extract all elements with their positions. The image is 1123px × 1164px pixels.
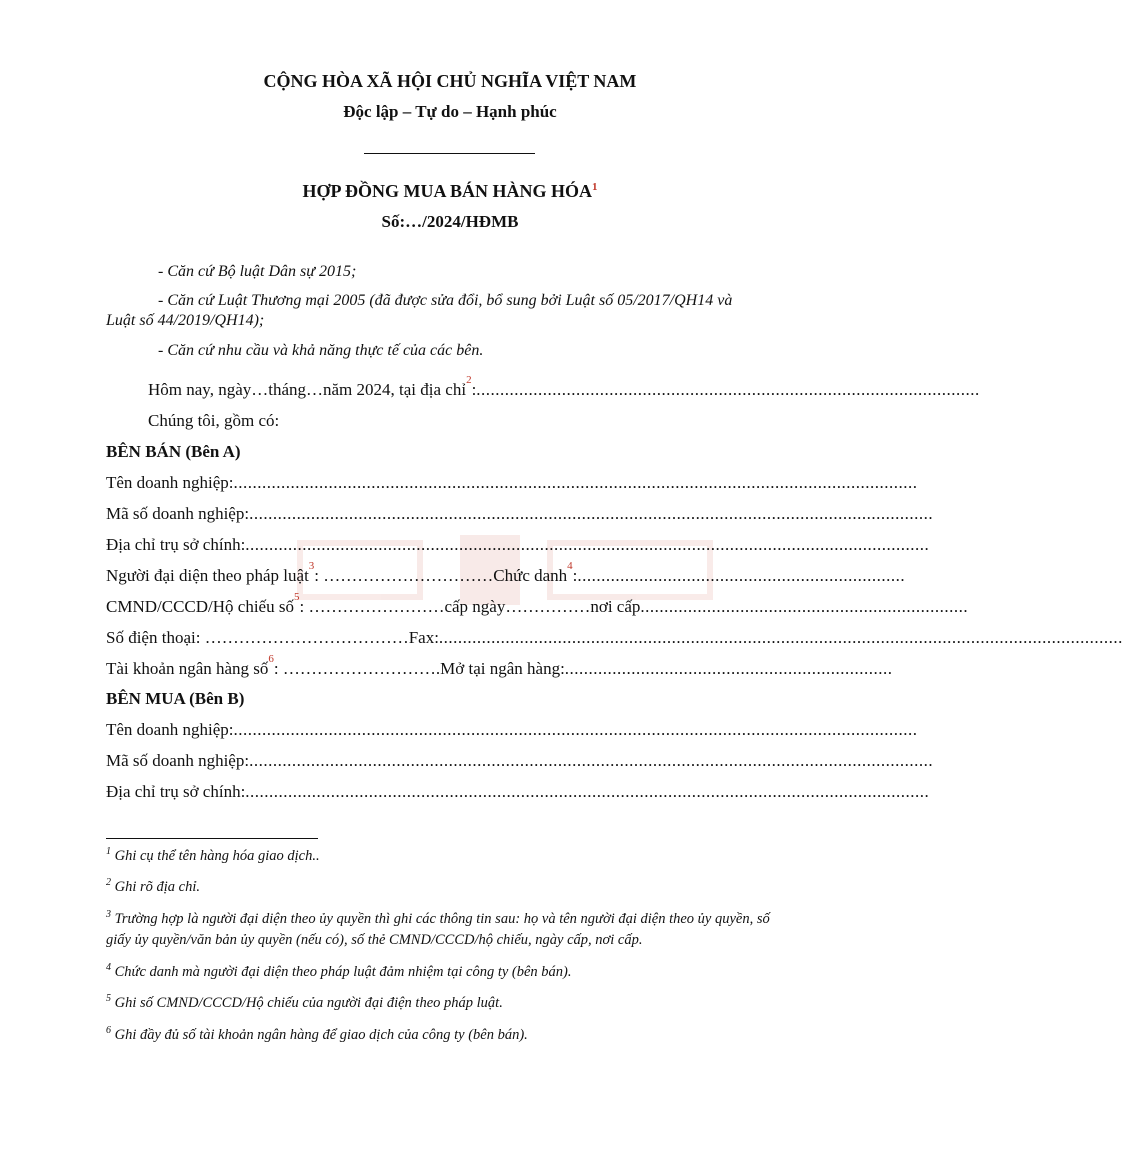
seller-heading: BÊN BÁN (Bên A) (106, 442, 241, 461)
contract-title (0, 181, 900, 202)
buyer-company-label: Tên doanh nghiệp: (106, 720, 234, 739)
seller-id-blank[interactable]: : ……………………cấp ngày……………nơi cấp (299, 597, 641, 616)
seller-taxcode-row (106, 504, 934, 524)
date-text: Hôm nay, ngày…tháng…năm 2024, tại địa chỉ (148, 380, 467, 399)
footnote (106, 962, 796, 983)
footnote (106, 909, 796, 951)
footnote-number: 1 (106, 846, 111, 858)
motto-heading: Độc lập – Tự do – Hạnh phúc (343, 102, 557, 121)
date-line (148, 374, 980, 400)
footnote (106, 877, 796, 898)
seller-id-place-blank[interactable]: ..................................................................... (640, 597, 969, 616)
date-suffix: : (471, 380, 477, 399)
seller-representative-row (106, 560, 906, 586)
footnote-number: 3 (106, 909, 111, 921)
parties-intro: Chúng tôi, gồm có: (148, 411, 280, 430)
seller-company-row (106, 473, 918, 493)
seller-title-blank[interactable]: ..................................................................... (577, 566, 906, 585)
seller-title-suffix: : (572, 566, 578, 585)
seller-address-blank[interactable]: ................................................................................................................................................ (245, 535, 930, 554)
seller-company-blank[interactable]: ................................................................................................................................................ (233, 473, 918, 492)
seller-phone-row (106, 628, 1123, 648)
seller-id-row (106, 591, 969, 617)
seller-company-label: Tên doanh nghiệp: (106, 473, 234, 492)
seller-bank-blank[interactable]: : ……………………….Mở tại ngân hàng: (273, 659, 565, 678)
footnote-text: Ghi cụ thể tên hàng hóa giao dịch.. (111, 848, 320, 864)
date-address-blank[interactable]: .......................................................................................................... (476, 380, 980, 399)
buyer-address-blank[interactable]: ................................................................................................................................................ (245, 782, 930, 801)
seller-fax-blank[interactable]: ................................................................................................................................................ (438, 628, 1123, 647)
basis-item: - Căn cứ nhu cầu và khả năng thực tế của các bên. (158, 342, 484, 359)
footnote-ref-4[interactable]: 4 (567, 560, 573, 572)
footnote-number: 2 (106, 877, 111, 889)
contract-title-text: HỢP ĐỒNG MUA BÁN HÀNG HÓA (302, 181, 592, 201)
buyer-heading: BÊN MUA (Bên B) (106, 689, 245, 708)
footnote-divider (106, 838, 318, 839)
footnote-ref-6[interactable]: 6 (268, 653, 274, 665)
seller-address-label: Địa chỉ trụ sở chính: (106, 535, 246, 554)
basis-item: - Căn cứ Bộ luật Dân sự 2015; (158, 263, 357, 280)
footnote-number: 4 (106, 962, 111, 974)
footnote (106, 993, 796, 1014)
basis-item: - Căn cứ Luật Thương mại 2005 (đã được sửa đổi, bổ sung bởi Luật số 05/2017/QH14 và (158, 292, 733, 309)
footnote-text: Ghi số CMND/CCCD/Hộ chiếu của người đại điện theo pháp luật. (111, 995, 503, 1011)
footnote-number: 5 (106, 993, 111, 1005)
buyer-taxcode-row (106, 751, 934, 771)
seller-phone-label: Số điện thoại: ………………………………Fax: (106, 628, 439, 647)
basis-item-continued: Luật số 44/2019/QH14); (106, 312, 265, 329)
seller-taxcode-blank[interactable]: ................................................................................................................................................ (249, 504, 934, 523)
footnote-number: 6 (106, 1025, 111, 1037)
footnote-ref-3[interactable]: 3 (308, 560, 315, 572)
footnote (106, 1025, 796, 1046)
seller-bank-label: Tài khoản ngân hàng số (106, 659, 269, 678)
footnote-text: Chức danh mà người đại diện theo pháp luật đảm nhiệm tại công ty (bên bán). (111, 964, 572, 980)
footnote-text: Ghi rõ địa chỉ. (111, 879, 201, 895)
nation-heading: CỘNG HÒA XÃ HỘI CHỦ NGHĨA VIỆT NAM (263, 71, 637, 91)
buyer-company-blank[interactable]: ................................................................................................................................................ (233, 720, 918, 739)
footnote-text: Trường hợp là người đại diện theo ủy quyền thì ghi các thông tin sau: họ và tên người đại diện theo ủy quyền, số giấy ủy quyền/văn bản ủy quyền (nếu có), số thẻ CMND/CCCD/hộ chiếu, ngày cấp, nơi cấp. (106, 911, 770, 948)
contract-number: Số:…/2024/HĐMB (381, 212, 519, 231)
footnote (106, 846, 796, 867)
buyer-address-label: Địa chỉ trụ sở chính: (106, 782, 246, 801)
footnote-ref-1[interactable]: 1 (592, 181, 598, 193)
seller-rep-label: Người đại diện theo pháp luật (106, 566, 309, 585)
footnote-text: Ghi đầy đủ số tài khoản ngân hàng để giao dịch của công ty (bên bán). (111, 1027, 528, 1043)
footnote-ref-2[interactable]: 2 (466, 374, 472, 386)
seller-address-row (106, 535, 930, 555)
footnote-ref-5[interactable]: 5 (293, 591, 300, 603)
buyer-company-row (106, 720, 918, 740)
buyer-taxcode-label: Mã số doanh nghiệp: (106, 751, 250, 770)
seller-taxcode-label: Mã số doanh nghiệp: (106, 504, 250, 523)
buyer-address-row (106, 782, 930, 802)
buyer-taxcode-blank[interactable]: ................................................................................................................................................ (249, 751, 934, 770)
seller-id-label: CMND/CCCD/Hộ chiếu số (106, 597, 294, 616)
seller-rep-blank[interactable]: : …………………………Chức danh (314, 566, 568, 585)
header-divider (364, 153, 535, 154)
seller-bank-row (106, 653, 893, 679)
seller-bank-name-blank[interactable]: ..................................................................... (564, 659, 893, 678)
